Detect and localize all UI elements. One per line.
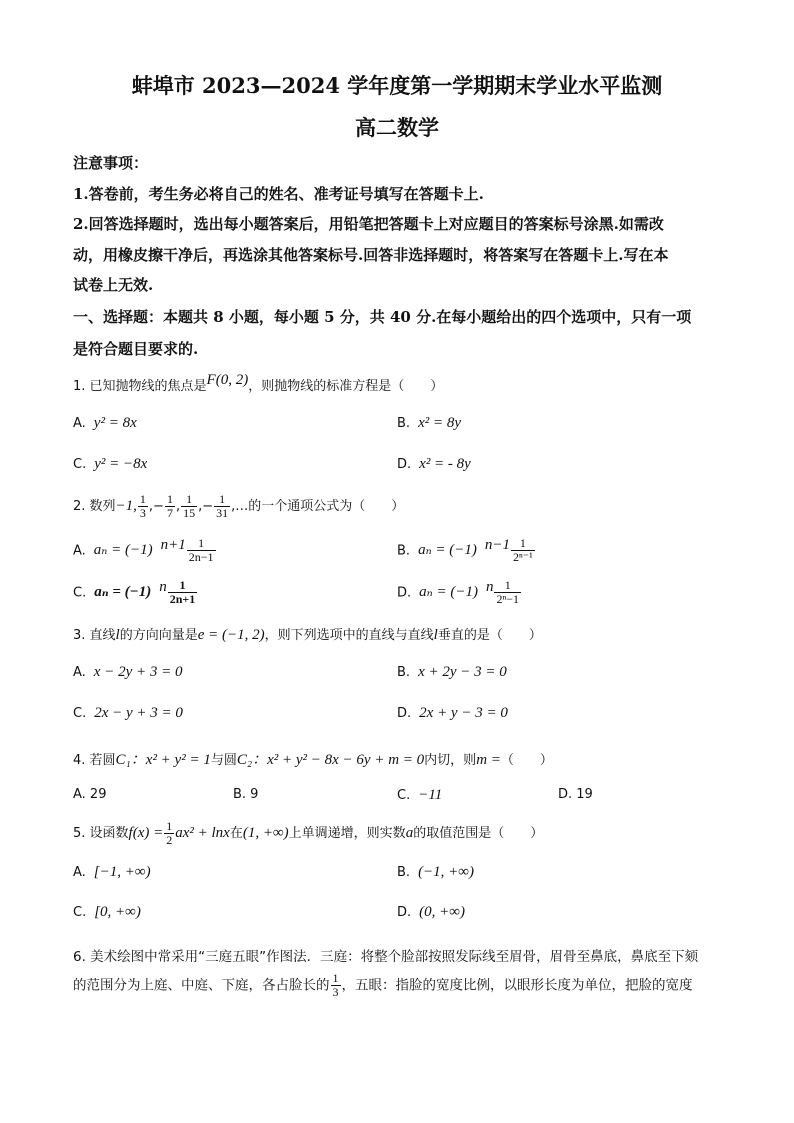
option-value: x² = 8y <box>418 415 461 431</box>
q5-fraction <box>164 820 174 847</box>
option-fraction <box>168 579 198 606</box>
q1-focus: F(0, 2) <box>206 372 249 388</box>
notice-item-2-line-1: 2.回答选择题时，选出每小题答案后，用铅笔把答题卡上对应题目的答案标号涂黑.如需改 <box>73 215 664 233</box>
q3-option-c[interactable] <box>73 705 183 722</box>
numerator: 1 <box>139 492 146 506</box>
denominator: 7 <box>166 506 173 520</box>
denominator: 3 <box>139 506 146 520</box>
q6-fraction <box>331 972 341 999</box>
option-value: [0, +∞) <box>94 904 141 920</box>
option-label: B. <box>397 543 411 559</box>
q2-fraction-2 <box>165 493 175 520</box>
option-value: aₙ = (−1) <box>93 542 153 559</box>
exam-title: 蚌埠市 2023—2024 学年度第一学期期末学业水平监测 <box>131 73 663 98</box>
option-value: x² = - 8y <box>419 456 471 472</box>
q3-option-b[interactable] <box>397 664 507 681</box>
interval: (1, +∞) <box>242 825 289 841</box>
option-value: y² = 8x <box>93 415 137 431</box>
option-value: 2x + y − 3 = 0 <box>419 705 508 721</box>
q2-option-c[interactable] <box>73 579 198 606</box>
option-value: y² = −8x <box>94 456 148 472</box>
q3-stem-mid2: ，则下列选项中的直线与直线 <box>264 628 434 643</box>
q2-option-b[interactable] <box>397 537 536 564</box>
option-label: B. <box>397 416 411 431</box>
question-3-stem <box>73 624 542 644</box>
notice-heading: 注意事项： <box>73 154 149 172</box>
q1-stem-pre: 1. 已知抛物线的焦点是 <box>73 379 207 394</box>
numerator: 1 <box>511 537 535 551</box>
q5-stem-mid: 在 <box>229 826 243 841</box>
option-value: aₙ = (−1) <box>419 584 478 601</box>
option-fraction <box>511 537 535 564</box>
q3-option-d[interactable] <box>397 705 508 722</box>
denominator: 2ⁿ⁻¹ <box>513 550 533 565</box>
q2-option-d[interactable] <box>397 579 522 606</box>
numerator: 1 <box>214 493 230 507</box>
option-value: 2x − y + 3 = 0 <box>94 705 183 721</box>
exponent: n+1 <box>160 537 186 553</box>
numerator: 1 <box>494 579 521 593</box>
denominator: 2 <box>166 833 173 847</box>
option-value: x − 2y + 3 = 0 <box>93 664 183 680</box>
q2-fraction-1 <box>138 493 148 520</box>
option-value: (−1, +∞) <box>418 864 474 880</box>
option-label: D. <box>397 585 412 601</box>
exponent: n <box>485 579 494 595</box>
q4-option-a[interactable] <box>73 787 106 802</box>
option-value: B. 9 <box>233 787 259 802</box>
option-label: C. <box>397 788 411 803</box>
circle-c2-equation: x² + y² − 8x − 6y + m = 0 <box>267 752 425 768</box>
circle-c1-equation: x² + y² = 1 <box>145 752 211 768</box>
option-value: D. 19 <box>558 787 593 802</box>
q6-line2-post: ，五眼：指脸的宽度比例，以眼形长度为单位，把脸的宽度 <box>341 977 693 994</box>
section-1-line-2: 是符合题目要求的. <box>73 340 199 358</box>
q3-stem-mid: 的方向向量是 <box>119 628 198 643</box>
option-label: C. <box>73 905 87 920</box>
notice-item-1: 1.答卷前，考生务必将自己的姓名、准考证号填写在答题卡上. <box>73 185 484 203</box>
denominator: 2n+1 <box>169 592 196 607</box>
q5-stem-post2: 的取值范围是（ ） <box>413 826 544 841</box>
q2-seq-first: −1, <box>115 498 137 514</box>
q5-option-d[interactable] <box>397 904 465 921</box>
direction-vector: e = (−1, 2) <box>197 627 265 643</box>
question-5-stem <box>73 820 543 847</box>
q2-option-a[interactable] <box>73 537 217 564</box>
q4-stem-post: 内切，则 <box>424 753 477 768</box>
function-expression: ax² + lnx <box>175 825 230 841</box>
option-fraction <box>494 579 521 606</box>
option-value: x + 2y − 3 = 0 <box>418 664 507 680</box>
question-6-line-1: 6. 美术绘图中常采用“三庭五眼”作图法．三庭：将整个脸部按照发际线至眉骨，眉骨至鼻底，鼻底至下颏 <box>73 949 699 965</box>
q4-m: m = <box>476 752 501 768</box>
denominator: 2n−1 <box>188 550 214 565</box>
section-1-line-1: 一、选择题：本题共 8 小题，每小题 5 分，共 40 分.在每小题给出的四个选项中，只有一项 <box>73 308 692 326</box>
option-label: D. <box>397 905 412 920</box>
q5-option-c[interactable] <box>73 904 141 921</box>
notice-item-2-line-2: 动，用橡皮擦干净后，再选涂其他答案标号.回答非选择题时，将答案写在答题卡上.写在本 <box>73 246 669 264</box>
q4-answer-paren: （ ） <box>500 753 553 768</box>
circle-c1: C₁： <box>115 752 146 768</box>
q4-option-d[interactable] <box>558 787 593 802</box>
param-a: a <box>405 825 414 841</box>
q2-stem-post: …的一个通项公式为（ ） <box>235 499 405 514</box>
option-label: A. <box>73 865 86 880</box>
option-value: [−1, +∞) <box>93 864 151 880</box>
q1-option-a[interactable] <box>73 415 137 432</box>
q1-option-d[interactable] <box>397 456 471 473</box>
line-l: l <box>115 627 120 643</box>
exponent: n <box>159 579 167 595</box>
question-4-stem <box>73 748 553 769</box>
option-label: C. <box>73 706 87 721</box>
question-2-stem: 2. 数列−1, $\frac{1}{3}$ ,− $\frac{1}{7}$ , $\frac{1}{15}$ ,− $\frac{1}{31}$ ,…的一个通项公式为（ ） <box>73 492 405 520</box>
circle-c2: C₂： <box>236 752 268 768</box>
q5-stem-post: 上单调递增，则实数 <box>288 826 406 841</box>
option-label: B. <box>397 665 411 680</box>
denominator: 31 <box>216 506 229 520</box>
question-1-stem <box>73 372 444 395</box>
option-value: aₙ = (−1) <box>94 584 152 601</box>
denominator: 15 <box>183 506 196 520</box>
denominator: 3 <box>332 985 339 999</box>
option-fraction <box>187 537 216 564</box>
option-label: B. <box>397 865 411 880</box>
exponent: n−1 <box>484 537 511 553</box>
numerator: 1 <box>181 493 197 507</box>
q2-stem-pre: 2. 数列 <box>73 499 116 514</box>
q4-stem-pre: 4. 若圆 <box>73 753 116 768</box>
option-value: −11 <box>418 787 443 803</box>
option-label: A. <box>73 416 86 431</box>
q2-fraction-4 <box>214 493 230 520</box>
q5-option-a[interactable] <box>73 864 151 881</box>
q5-stem-pre: 5. 设函数 <box>73 826 129 841</box>
option-label: C. <box>73 585 87 601</box>
q4-stem-mid: 与圆 <box>210 753 237 768</box>
function-f: f(x) = <box>128 825 164 841</box>
q4-option-b[interactable] <box>233 787 258 802</box>
line-l: l <box>433 627 438 643</box>
q1-stem-post: ，则抛物线的标准方程是（ ） <box>248 379 444 394</box>
q1-option-c[interactable] <box>73 456 147 473</box>
question-6-line-2 <box>73 972 693 999</box>
option-label: D. <box>397 457 412 472</box>
exam-subtitle: 高二数学 <box>355 115 439 140</box>
denominator: 2ⁿ−1 <box>496 592 520 607</box>
q1-option-b[interactable] <box>397 415 461 432</box>
option-label: D. <box>397 706 412 721</box>
q3-stem-pre: 3. 直线 <box>73 628 116 643</box>
q6-line2-pre: 的范围分为上庭、中庭、下庭，各占脸长的 <box>73 977 330 994</box>
notice-item-2-line-3: 试卷上无效. <box>73 276 154 294</box>
option-value: aₙ = (−1) <box>418 542 477 559</box>
option-value: (0, +∞) <box>419 904 465 920</box>
numerator: 1 <box>187 537 216 551</box>
numerator: 1 <box>168 579 198 593</box>
q3-option-a[interactable] <box>73 664 182 681</box>
option-label: A. <box>73 543 86 559</box>
q3-stem-post: 垂直的是（ ） <box>437 628 542 643</box>
numerator: 1 <box>166 492 173 506</box>
option-value: A. 29 <box>73 787 107 802</box>
option-label: C. <box>73 457 87 472</box>
numerator: 1 <box>166 819 173 833</box>
q4-option-c[interactable] <box>397 787 442 804</box>
numerator: 1 <box>332 971 339 985</box>
q2-fraction-3 <box>181 493 197 520</box>
option-label: A. <box>73 665 86 680</box>
q5-option-b[interactable] <box>397 864 474 881</box>
